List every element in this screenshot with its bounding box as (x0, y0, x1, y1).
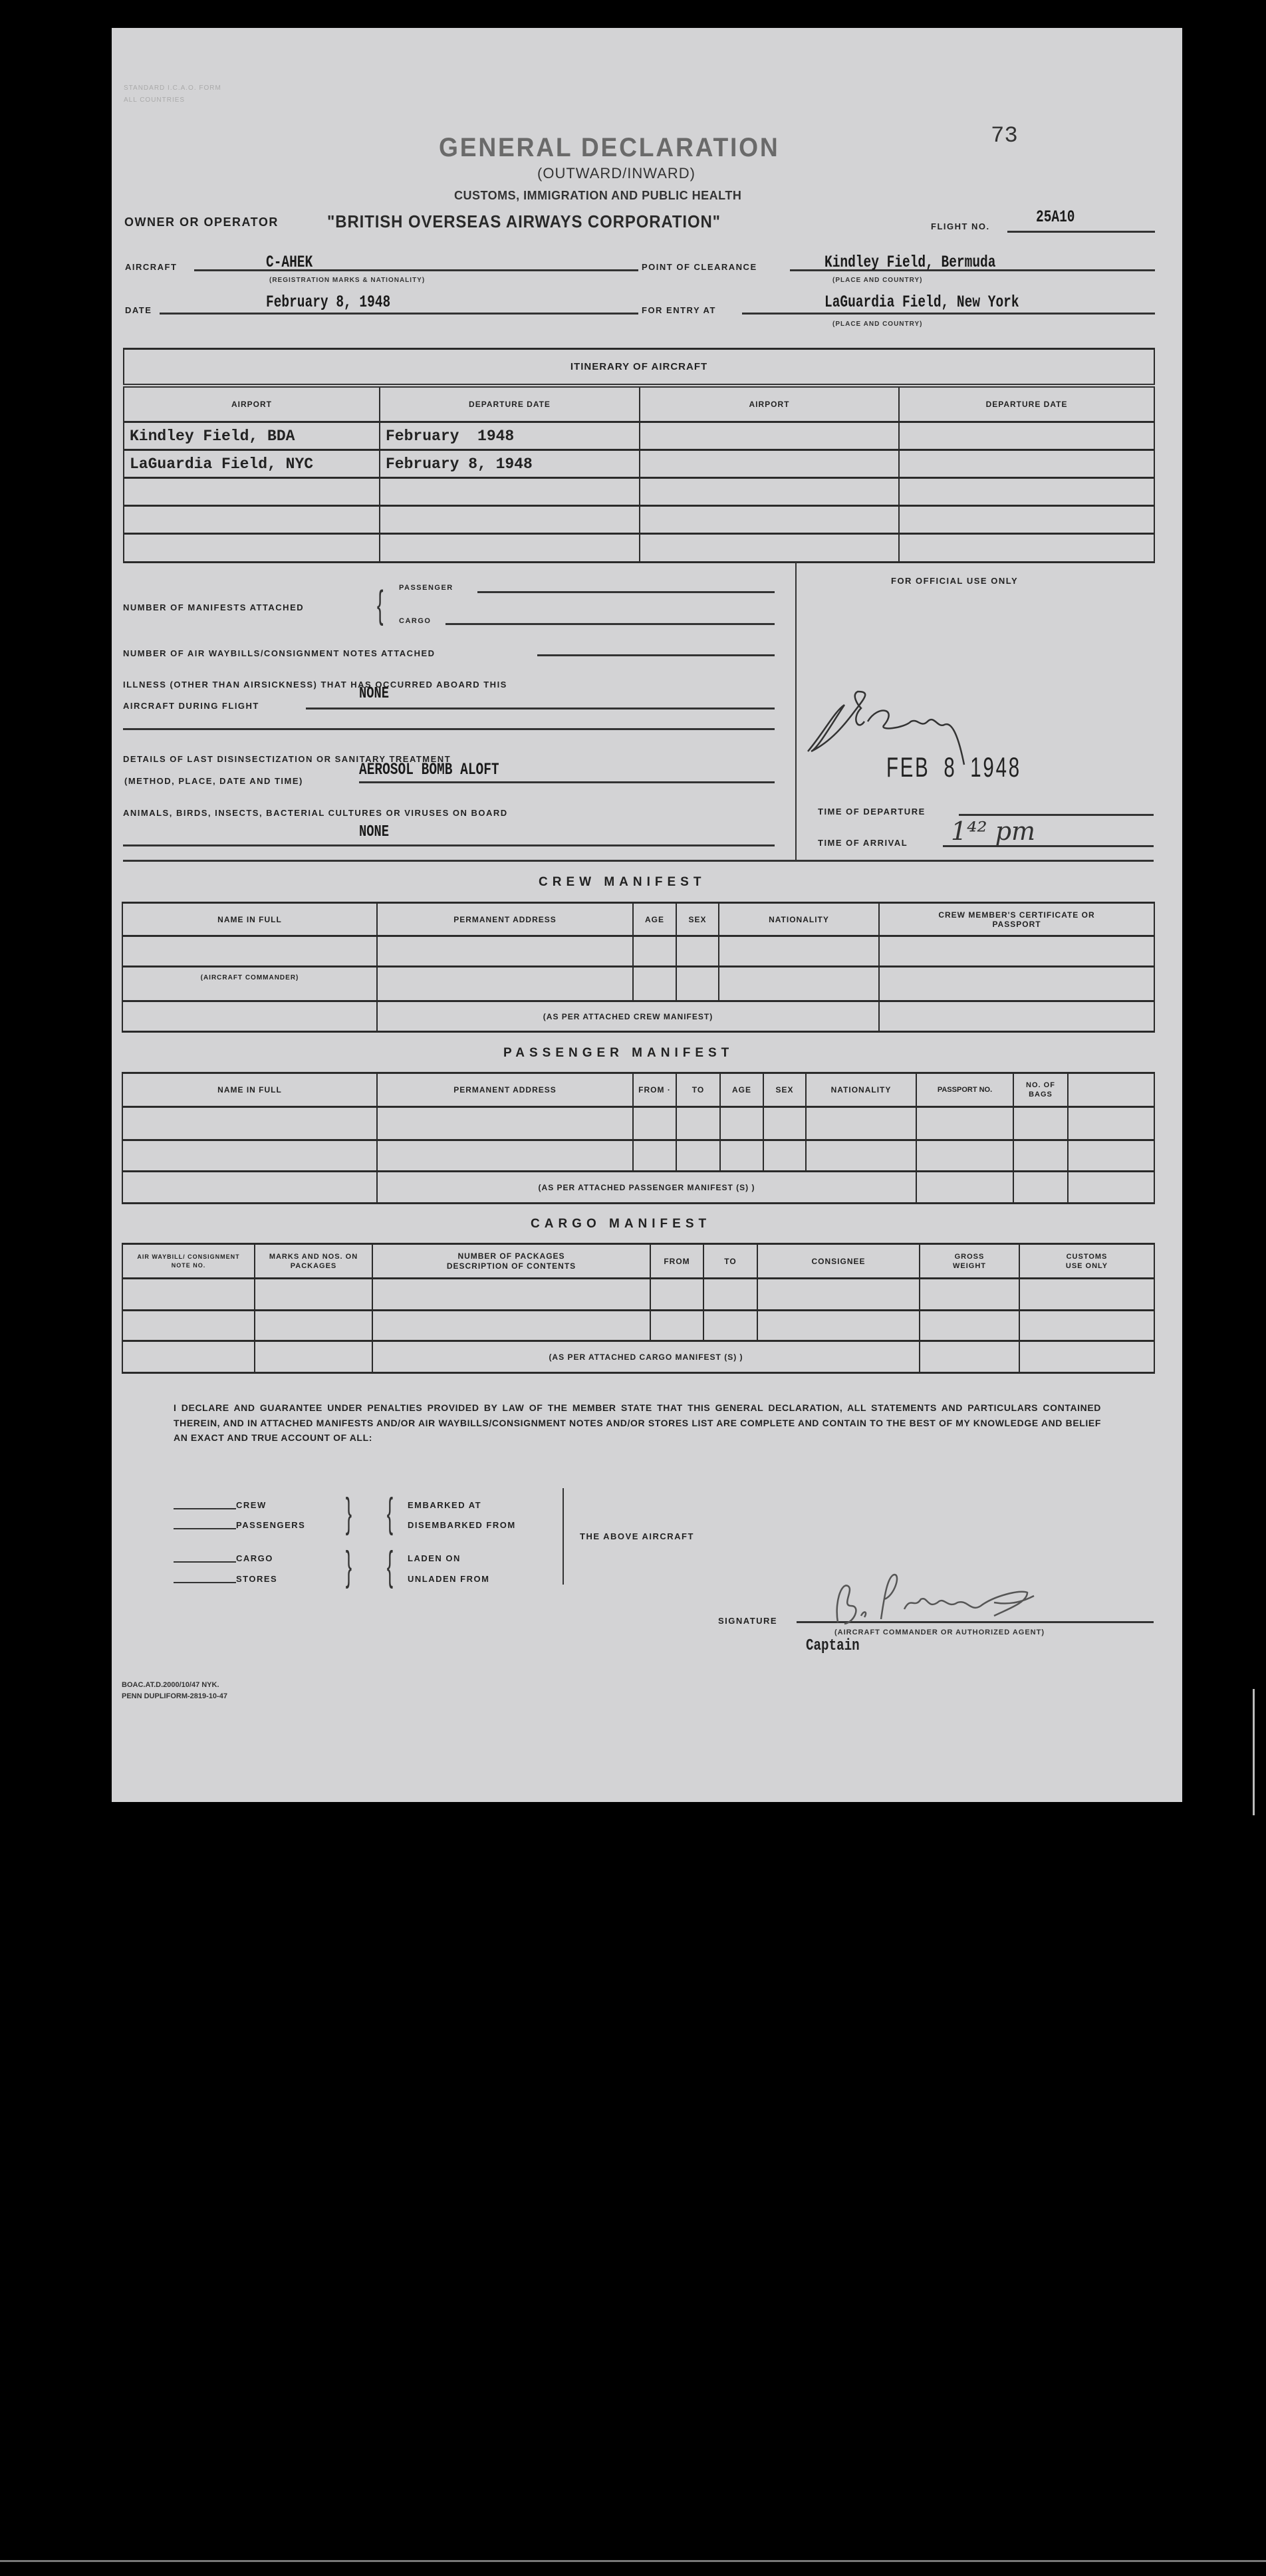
cargo-cell[interactable] (122, 1341, 255, 1373)
table-row (122, 1140, 1154, 1172)
crew-cell[interactable] (879, 1001, 1154, 1032)
itinerary-cell[interactable] (640, 478, 899, 506)
animals-value[interactable]: NONE (359, 823, 389, 841)
waybills-field[interactable] (537, 654, 775, 656)
owner-label: OWNER OR OPERATOR (124, 215, 279, 229)
cargo-header: CONSIGNEE (757, 1244, 920, 1279)
cargo-header: TO (703, 1244, 757, 1279)
crew-manifest-table (122, 902, 1155, 1033)
passenger-manifest-title: PASSENGER MANIFEST (503, 1046, 734, 1060)
manifests-label: NUMBER OF MANIFESTS ATTACHED (123, 602, 305, 612)
cargo-cell[interactable] (757, 1311, 920, 1341)
cargo-cell[interactable] (703, 1311, 757, 1341)
cargo-manifest-title: CARGO MANIFEST (531, 1217, 711, 1231)
table-row (122, 967, 1154, 1001)
section-divider (795, 563, 797, 861)
big-brace-icon (563, 1488, 564, 1585)
section-bottom-rule (123, 860, 1154, 862)
table-row (124, 534, 1154, 563)
passenger-cell[interactable] (1068, 1172, 1154, 1204)
crew-attached-note: (AS PER ATTACHED CREW MANIFEST) (377, 1001, 879, 1032)
aircraft-label: AIRCRAFT (125, 262, 178, 272)
passenger-cell[interactable] (763, 1107, 806, 1140)
arrival-label: TIME OF ARRIVAL (818, 838, 908, 848)
cargo-header: CUSTOMS USE ONLY (1019, 1244, 1154, 1279)
itinerary-cell[interactable] (640, 450, 899, 478)
passenger-cell[interactable] (122, 1140, 377, 1172)
passenger-header: SEX (763, 1073, 806, 1107)
passenger-manifest-field[interactable] (477, 591, 775, 593)
passenger-header (1068, 1073, 1154, 1107)
table-row (122, 1279, 1154, 1311)
crew-header: PERMANENT ADDRESS (377, 903, 633, 936)
table-row (124, 478, 1154, 506)
declaration-text: I DECLARE AND GUARANTEE UNDER PENALTIES PROVIDED BY LAW OF THE MEMBER STATE THAT THIS GENERAL DECLARATION, ALL STATEMENTS AND PARTICULARS CONTAINED THEREIN, AND IN ATTACHED MANIFESTS AND/OR AIR WAYBILLS/CONSIGNMENT NOTES AND/OR STORES LIST ARE COMPLETE AND CONTAIN TO THE BEST OF MY KNOWLEDGE AND BELIEF AN EXACT AND TRUE ACCOUNT OF ALL: (174, 1402, 1101, 1443)
itinerary-cell[interactable] (124, 478, 380, 506)
page-number: 73 (991, 124, 1018, 149)
clearance-label: POINT OF CLEARANCE (642, 262, 757, 272)
itinerary-header: AIRPORT (124, 386, 380, 422)
cargo-cell[interactable] (920, 1311, 1019, 1341)
form-title: GENERAL DECLARATION (439, 133, 780, 162)
passenger-cell[interactable] (1013, 1140, 1068, 1172)
table-row (122, 1107, 1154, 1140)
cargo-cell[interactable] (372, 1311, 650, 1341)
illness-label: ILLNESS (OTHER THAN AIRSICKNESS) THAT HAS OCCURRED ABOARD THIS (123, 680, 507, 690)
scan-edge (0, 2560, 1266, 2562)
itinerary-title: ITINERARY OF AIRCRAFT (124, 349, 1154, 386)
waybills-label: NUMBER OF AIR WAYBILLS/CONSIGNMENT NOTES ATTACHED (123, 648, 436, 658)
cargo-manifest-field[interactable] (445, 623, 775, 625)
animals-label: ANIMALS, BIRDS, INSECTS, BACTERIAL CULTURES OR VIRUSES ON BOARD (123, 808, 508, 818)
crew-commander-note[interactable]: (AIRCRAFT COMMANDER) (122, 967, 377, 1001)
flight-no-value[interactable]: 25A10 (1036, 207, 1075, 227)
laden-label: LADEN ON (408, 1553, 461, 1563)
table-row (124, 506, 1154, 534)
crew-manifest-title: CREW MANIFEST (539, 875, 706, 889)
departure-field[interactable] (959, 814, 1154, 816)
crew-cell[interactable] (633, 936, 676, 967)
crew-count-label: CREW (236, 1500, 267, 1510)
cargo-attached-note: (AS PER ATTACHED CARGO MANIFEST (S) ) (372, 1341, 920, 1373)
table-row (122, 1341, 1154, 1373)
embarked-label: EMBARKED AT (408, 1500, 482, 1510)
cargo-header: FROM (650, 1244, 703, 1279)
passenger-cell[interactable] (122, 1107, 377, 1140)
passenger-cell[interactable] (763, 1140, 806, 1172)
itinerary-cell[interactable]: February 8, 1948 (380, 450, 640, 478)
cargo-header: NUMBER OF PACKAGES DESCRIPTION OF CONTENTS (372, 1244, 650, 1279)
clearance-value[interactable]: Kindley Field, Bermuda (824, 253, 996, 272)
itinerary-cell[interactable] (380, 506, 640, 534)
itinerary-cell[interactable]: February 1948 (380, 422, 640, 450)
crew-cell[interactable] (676, 967, 719, 1001)
passenger-cell[interactable] (122, 1172, 377, 1204)
stores-count-label: STORES (236, 1574, 278, 1584)
table-row (124, 450, 1154, 478)
passenger-manifest-label: PASSENGER (399, 584, 453, 592)
passenger-cell[interactable] (676, 1140, 720, 1172)
brace-close-icon: } (345, 1490, 352, 1536)
crew-cell[interactable] (719, 967, 879, 1001)
brace-icon: { (376, 583, 384, 626)
departure-label: TIME OF DEPARTURE (818, 807, 926, 817)
passenger-cell[interactable] (377, 1140, 633, 1172)
crew-header: SEX (676, 903, 719, 936)
illness-value[interactable]: NONE (359, 685, 389, 703)
form-footer (122, 1680, 227, 1702)
aircraft-sublabel: (REGISTRATION MARKS & NATIONALITY) (269, 277, 426, 284)
cargo-cell[interactable] (255, 1311, 372, 1341)
passenger-header: PERMANENT ADDRESS (377, 1073, 633, 1107)
cargo-cell[interactable] (703, 1279, 757, 1311)
itinerary-cell[interactable] (640, 422, 899, 450)
cargo-cell[interactable] (1019, 1341, 1154, 1373)
cargo-cell[interactable] (255, 1279, 372, 1311)
table-row (122, 1001, 1154, 1032)
aircraft-value[interactable]: C-AHEK (266, 253, 313, 272)
passenger-header: AGE (720, 1073, 763, 1107)
itinerary-header: DEPARTURE DATE (380, 386, 640, 422)
passenger-header: PASSPORT NO. (916, 1073, 1013, 1107)
clearance-sublabel: (PLACE AND COUNTRY) (832, 277, 923, 284)
passenger-cell[interactable] (806, 1140, 916, 1172)
itinerary-cell[interactable] (124, 534, 380, 563)
flight-no-label: FLIGHT NO. (931, 221, 990, 231)
crew-header: AGE (633, 903, 676, 936)
passenger-attached-note: (AS PER ATTACHED PASSENGER MANIFEST (S) ) (377, 1172, 916, 1204)
itinerary-cell[interactable] (124, 506, 380, 534)
itinerary-header: DEPARTURE DATE (899, 386, 1154, 422)
form-subtitle-2: CUSTOMS, IMMIGRATION AND PUBLIC HEALTH (454, 189, 742, 202)
passenger-header: TO (676, 1073, 720, 1107)
passenger-cell[interactable] (1068, 1107, 1154, 1140)
unladen-label: UNLADEN FROM (408, 1574, 490, 1584)
itinerary-cell[interactable] (899, 422, 1154, 450)
passenger-cell[interactable] (916, 1107, 1013, 1140)
passenger-cell[interactable] (1013, 1172, 1068, 1204)
disinsect-label: DETAILS OF LAST DISINSECTIZATION OR SANITARY TREATMENT (123, 754, 451, 764)
cargo-cell[interactable] (920, 1279, 1019, 1311)
owner-value: "BRITISH OVERSEAS AIRWAYS CORPORATION" (327, 211, 721, 231)
crew-header: NATIONALITY (719, 903, 879, 936)
cargo-cell[interactable] (920, 1341, 1019, 1373)
footer-line: PENN DUPLIFORM-2819-10-47 (122, 1692, 227, 1700)
brace-open-icon: { (386, 1543, 394, 1589)
passenger-cell[interactable] (916, 1140, 1013, 1172)
signature-sublabel: (AIRCRAFT COMMANDER OR AUTHORIZED AGENT) (834, 1628, 1045, 1636)
itinerary-cell[interactable] (640, 534, 899, 563)
itinerary-cell[interactable] (640, 506, 899, 534)
form-standard-line: ALL COUNTRIES (124, 96, 186, 104)
arrival-value[interactable]: 1⁴² pm (951, 817, 1036, 846)
cargo-header: GROSS WEIGHT (920, 1244, 1019, 1279)
date-label: DATE (125, 305, 152, 315)
itinerary-cell[interactable] (899, 450, 1154, 478)
passenger-header: NO. OF BAGS (1013, 1073, 1068, 1107)
crew-cell[interactable] (879, 967, 1154, 1001)
passenger-cell[interactable] (720, 1140, 763, 1172)
table-row (122, 936, 1154, 967)
cargo-header: MARKS AND NOS. ON PACKAGES (255, 1244, 372, 1279)
cargo-cell[interactable] (650, 1279, 703, 1311)
cargo-cell[interactable] (1019, 1279, 1154, 1311)
passenger-cell[interactable] (633, 1140, 676, 1172)
cargo-cell[interactable] (122, 1279, 255, 1311)
crew-cell[interactable] (122, 936, 377, 967)
crew-cell[interactable] (879, 936, 1154, 967)
disinsect-label-2: (METHOD, PLACE, DATE AND TIME) (124, 776, 303, 786)
brace-open-icon: { (386, 1490, 394, 1536)
crew-cell[interactable] (122, 1001, 377, 1032)
passengers-count-label: PASSENGERS (236, 1520, 306, 1530)
passenger-cell[interactable] (676, 1107, 720, 1140)
cargo-cell[interactable] (372, 1279, 650, 1311)
cargo-cell[interactable] (122, 1311, 255, 1341)
itinerary-cell[interactable] (380, 534, 640, 563)
entry-label: FOR ENTRY AT (642, 305, 716, 315)
passenger-header: FROM · (633, 1073, 676, 1107)
crew-cell[interactable] (719, 936, 879, 967)
cargo-count-label: CARGO (236, 1553, 273, 1563)
crew-header: CREW MEMBER'S CERTIFICATE OR PASSPORT (879, 903, 1154, 936)
brace-close-icon: } (345, 1543, 352, 1589)
cargo-cell[interactable] (255, 1341, 372, 1373)
entry-sublabel: (PLACE AND COUNTRY) (832, 321, 923, 328)
crew-cell[interactable] (377, 967, 633, 1001)
itinerary-cell[interactable]: LaGuardia Field, NYC (124, 450, 380, 478)
form-subtitle: (OUTWARD/INWARD) (537, 165, 696, 182)
itinerary-table (123, 348, 1155, 563)
official-stamp-date: FEB 8 1948 (886, 751, 1021, 783)
passenger-cell[interactable] (720, 1107, 763, 1140)
official-use-title: FOR OFFICIAL USE ONLY (891, 576, 1019, 586)
table-row (122, 1172, 1154, 1204)
signature-label: SIGNATURE (718, 1616, 778, 1626)
itinerary-cell[interactable] (380, 478, 640, 506)
disembarked-label: DISEMBARKED FROM (408, 1520, 516, 1530)
passenger-cell[interactable] (633, 1107, 676, 1140)
passenger-cell[interactable] (1068, 1140, 1154, 1172)
cargo-manifest-label: CARGO (399, 617, 432, 625)
itinerary-cell[interactable]: Kindley Field, BDA (124, 422, 380, 450)
scan-edge (1253, 1689, 1255, 1815)
crew-cell[interactable] (676, 936, 719, 967)
passenger-cell[interactable] (806, 1107, 916, 1140)
cargo-cell[interactable] (650, 1311, 703, 1341)
illness-label-2: AIRCRAFT DURING FLIGHT (123, 701, 259, 711)
itinerary-cell[interactable] (899, 534, 1154, 563)
passenger-manifest-table (122, 1072, 1155, 1204)
cargo-header: AIR WAYBILL/ CONSIGNMENT NOTE NO. (122, 1244, 255, 1279)
form-standard-note (124, 82, 221, 106)
itinerary-cell[interactable] (899, 478, 1154, 506)
table-row (122, 1311, 1154, 1341)
crew-header: NAME IN FULL (122, 903, 377, 936)
above-aircraft-label: THE ABOVE AIRCRAFT (580, 1531, 694, 1541)
crew-cell[interactable] (377, 936, 633, 967)
disinsect-value[interactable]: AEROSOL BOMB ALOFT (359, 760, 499, 779)
passenger-header: NAME IN FULL (122, 1073, 377, 1107)
cargo-manifest-table (122, 1243, 1155, 1374)
signer-title: Captain (806, 1637, 860, 1655)
passenger-cell[interactable] (1013, 1107, 1068, 1140)
passenger-cell[interactable] (916, 1172, 1013, 1204)
cargo-cell[interactable] (757, 1279, 920, 1311)
passenger-cell[interactable] (377, 1107, 633, 1140)
table-row (124, 422, 1154, 450)
footer-line: BOAC.AT.D.2000/10/47 NYK. (122, 1681, 219, 1689)
form-standard-line: STANDARD I.C.A.O. FORM (124, 84, 221, 92)
crew-cell[interactable] (633, 967, 676, 1001)
entry-value[interactable]: LaGuardia Field, New York (824, 293, 1019, 312)
itinerary-header: AIRPORT (640, 386, 899, 422)
cargo-cell[interactable] (1019, 1311, 1154, 1341)
date-value[interactable]: February 8, 1948 (266, 293, 391, 312)
captain-signature-icon (828, 1569, 1074, 1629)
itinerary-cell[interactable] (899, 506, 1154, 534)
passenger-header: NATIONALITY (806, 1073, 916, 1107)
